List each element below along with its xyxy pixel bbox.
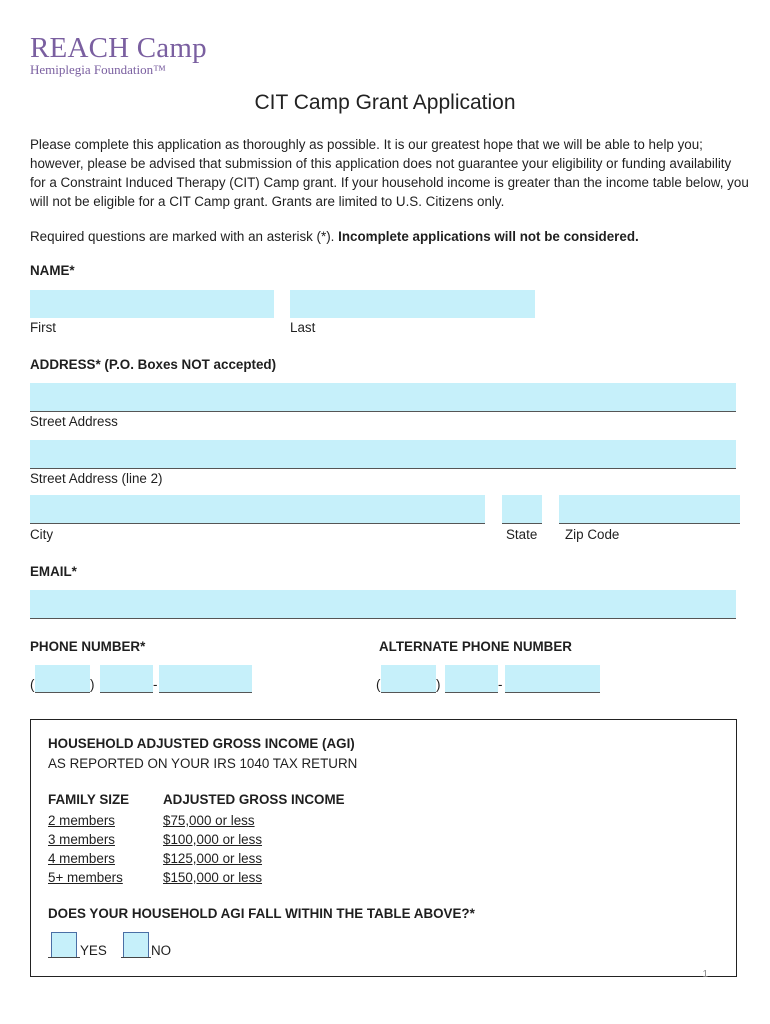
city-label: City — [30, 527, 54, 542]
email-field[interactable] — [30, 590, 736, 619]
income-cell: $100,000 or less — [163, 832, 263, 847]
alt-phone-paren-close: ) — [436, 677, 441, 692]
phone-dash: - — [153, 677, 158, 692]
family-size-cell: 3 members — [48, 832, 115, 847]
name-label: NAME* — [30, 263, 75, 278]
phone-paren-open: ( — [30, 677, 35, 692]
income-cell: $150,000 or less — [163, 870, 263, 885]
agi-question: DOES YOUR HOUSEHOLD AGI FALL WITHIN THE TABLE ABOVE?* — [48, 906, 475, 921]
alt-phone-prefix-field[interactable] — [445, 665, 498, 693]
phone-paren-close: ) — [90, 677, 95, 692]
first-name-label: First — [30, 320, 57, 335]
agi-heading: HOUSEHOLD ADJUSTED GROSS INCOME (AGI) — [48, 736, 355, 751]
phone-label: PHONE NUMBER* — [30, 639, 146, 654]
phone-line-field[interactable] — [159, 665, 252, 693]
state-label: State — [506, 527, 538, 542]
alt-phone-line-field[interactable] — [505, 665, 600, 693]
income-cell: $75,000 or less — [163, 813, 255, 828]
agi-no-line — [121, 957, 151, 958]
alt-phone-label: ALTERNATE PHONE NUMBER — [379, 639, 572, 654]
family-size-header: FAMILY SIZE — [48, 792, 130, 807]
first-name-field[interactable] — [30, 290, 274, 318]
zip-code-label: Zip Code — [565, 527, 620, 542]
street-address-line2-label: Street Address (line 2) — [30, 471, 163, 486]
zip-code-field[interactable] — [559, 495, 740, 524]
street-address-field[interactable] — [30, 383, 736, 412]
city-field[interactable] — [30, 495, 485, 524]
phone-area-code-field[interactable] — [35, 665, 90, 693]
family-size-cell: 2 members — [48, 813, 115, 828]
required-note-text: Required questions are marked with an asterisk (*). — [30, 229, 335, 244]
family-size-cell: 4 members — [48, 851, 115, 866]
phone-prefix-field[interactable] — [100, 665, 153, 693]
agi-yes-line — [48, 957, 80, 958]
alt-phone-area-code-field[interactable] — [381, 665, 436, 693]
alt-phone-paren-open: ( — [376, 677, 381, 692]
agi-no-checkbox[interactable] — [123, 932, 149, 958]
intro-paragraph: Please complete this application as thoroughly as possible. It is our greatest hope that we will be able to help you; however, please be advised that submission of this application does not guarantee your eligibility or funding availability for a Constraint Induced Therapy (CIT) Camp grant. If your household income is greater than the income table below, you will not be eligible for a CIT Camp grant. Grants are limited to U.S. Citizens only. — [30, 137, 749, 209]
agi-no-label: NO — [151, 943, 172, 958]
required-note — [30, 229, 639, 244]
alt-phone-dash: - — [498, 677, 503, 692]
street-address-label: Street Address — [30, 414, 118, 429]
logo-tagline: Hemiplegia Foundation™ — [30, 62, 166, 77]
last-name-label: Last — [290, 320, 316, 335]
income-header: ADJUSTED GROSS INCOME — [163, 792, 345, 807]
agi-subheading: AS REPORTED ON YOUR IRS 1040 TAX RETURN — [48, 756, 358, 771]
family-size-cell: 5+ members — [48, 870, 123, 885]
income-cell: $125,000 or less — [163, 851, 263, 866]
page-number: 1 — [702, 969, 708, 980]
address-label: ADDRESS* (P.O. Boxes NOT accepted) — [30, 357, 277, 372]
required-warning: Incomplete applications will not be considered. — [338, 229, 639, 244]
logo-name: REACH Camp — [30, 32, 207, 64]
agi-yes-label: YES — [80, 943, 107, 958]
state-field[interactable] — [502, 495, 542, 524]
agi-yes-checkbox[interactable] — [51, 932, 77, 958]
page-title: CIT Camp Grant Application — [254, 91, 516, 114]
street-address-line2-field[interactable] — [30, 440, 736, 469]
last-name-field[interactable] — [290, 290, 535, 318]
email-label: EMAIL* — [30, 564, 77, 579]
